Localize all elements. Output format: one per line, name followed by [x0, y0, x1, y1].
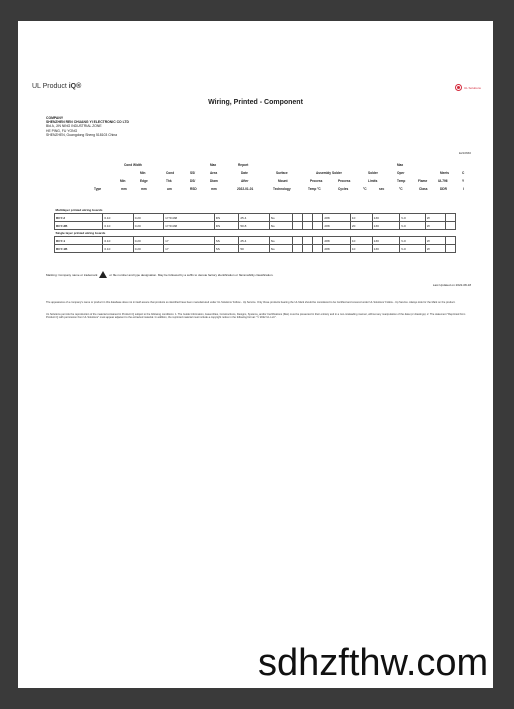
table-cell: RCY-2: [55, 214, 103, 222]
section-row: [55, 230, 456, 237]
table-cell: DS: [214, 214, 239, 222]
table-cell: 130: [372, 237, 400, 245]
header-type: Type: [94, 187, 102, 191]
reproduction-paragraph: UL Solutions permits the reproduction of the material contained in Product iQ subject to the following conditions: 1. The Guide Information, Assemblies, Constructions, Designs, Systems, and/or Certifications (files) must be presented in their entirety and in a non-misleading manner, without any manipulation of the data (or drawings). 2. The statement "Reprinted from Product iQ with permission from UL Solutions" must appear adjacent to the extracted material. In addition, the reprinted material must include a copyright notice in the following format: "© 2022 UL LLC".: [46, 313, 466, 320]
table-cell: RCY-1B: [55, 245, 103, 253]
table-cell: 288: [323, 237, 351, 245]
table-cell: RCY-3B: [55, 222, 103, 230]
last-updated: Last Updated on 2022-08-18: [432, 283, 471, 287]
table-cell: [313, 245, 323, 253]
table-cell: [293, 237, 303, 245]
header-assembly-solder: Assembly Solder: [316, 171, 342, 175]
header-min-col: Min: [120, 179, 126, 183]
table-cell: 10: [350, 245, 372, 253]
table-cell: 288: [323, 222, 351, 230]
table-cell: 0.20: [133, 245, 163, 253]
table-cell: [293, 214, 303, 222]
header-oper: Oper: [397, 171, 405, 175]
section-title: Single layer printed wiring boards: [55, 231, 106, 235]
header-y: Y: [462, 179, 465, 183]
table-cell: 17: [164, 245, 215, 253]
header-after: After: [241, 179, 249, 183]
header-ss: SS/: [190, 171, 196, 175]
section-title: Multilayer printed wiring boards: [55, 208, 103, 212]
table-cell: [445, 214, 455, 222]
table-cell: [303, 222, 313, 230]
header-class: Class: [419, 187, 428, 191]
document-page: [18, 21, 493, 688]
header-temp: Temp: [397, 179, 406, 183]
document-title: Wiring, Printed - Component: [208, 99, 303, 106]
header-area: Area: [210, 171, 218, 175]
header-process: Process: [310, 179, 323, 183]
header-unit-sec: sec: [379, 187, 385, 191]
header-report-date: 2022-01-01: [237, 187, 254, 191]
table-cell: 0.20: [133, 222, 163, 230]
company-address-line: HE PING, FU YONG: [46, 128, 78, 133]
table-cell: 17.5/438: [164, 222, 215, 230]
table-row: [55, 237, 456, 245]
header-c: C: [462, 171, 465, 175]
header-surface: Surface: [276, 171, 288, 175]
table-cell: [445, 237, 455, 245]
table-cell: No: [269, 245, 292, 253]
header-meets: Meets: [440, 171, 450, 175]
header-limits: Limits: [368, 179, 378, 183]
table-cell: 17.5/438: [164, 214, 215, 222]
table-row: [55, 214, 456, 222]
header-max: Max: [210, 163, 217, 167]
table-cell: V-0: [400, 222, 426, 230]
table-row: [55, 222, 456, 230]
table-cell: 10: [350, 237, 372, 245]
header-unit-rsd: RSD: [190, 187, 197, 191]
header-diam: Diam: [210, 179, 218, 183]
table-cell: [293, 222, 303, 230]
marking-note: Marking: Company name or trademark or file number and type designation. May be followed by a suffix to denote factory identification or flammability classification.: [46, 272, 274, 277]
table-cell: No: [269, 222, 292, 230]
watermark: sdhzfthw.com: [258, 642, 489, 684]
company-label: COMPANY: [46, 116, 64, 120]
table-header: [44, 163, 468, 207]
table-cell: 0.10: [103, 222, 133, 230]
header-unit-mm2: mm: [141, 187, 147, 191]
table-cell: 288: [323, 214, 351, 222]
company-address-line: SHENZHEN, Guangdong Sheng 518103 China: [46, 132, 118, 137]
table-cell: W: [425, 237, 445, 245]
table-cell: W: [425, 214, 445, 222]
table-cell: 50.8: [239, 222, 269, 230]
company-name: SHENZHEN REN CHUANG YI ELECTRONIC CO LTD: [46, 120, 129, 125]
header-unit-c2: °C: [399, 187, 403, 191]
header-report: Report: [238, 163, 249, 167]
header-unit-mm3: mm: [211, 187, 217, 191]
table-cell: 10: [350, 214, 372, 222]
table-cell: 0.10: [103, 245, 133, 253]
table-cell: [445, 222, 455, 230]
table-cell: V-0: [400, 214, 426, 222]
table-cell: 0.10: [103, 214, 133, 222]
table-cell: 288: [323, 245, 351, 253]
header-unit-mm: mm: [121, 187, 127, 191]
table-cell: 25.4: [239, 237, 269, 245]
header-min: Min: [140, 171, 146, 175]
table-cell: DS: [214, 222, 239, 230]
table-cell: No: [269, 237, 292, 245]
company-address-line: Bld A, JIN NING INDUSTRIAL ZONE: [46, 124, 102, 129]
table-cell: 0.20: [133, 237, 163, 245]
header-max2: Max: [397, 163, 404, 167]
header-technology: Technology: [273, 187, 291, 191]
header-date: Date: [241, 171, 248, 175]
ul-circle-icon: [455, 84, 462, 91]
product-iq-brand[interactable]: UL Product iQ®: [32, 83, 82, 90]
table-cell: V-0: [400, 237, 426, 245]
table-cell: 0.20: [133, 214, 163, 222]
header-solder: Solder: [368, 171, 378, 175]
table-cell: [313, 237, 323, 245]
table-cell: [313, 222, 323, 230]
table-cell: No: [269, 214, 292, 222]
header-temp-c: Temp °C: [308, 187, 321, 191]
header-ds: DS/: [190, 179, 196, 183]
table-cell: SS: [214, 237, 239, 245]
table-cell: 25.4: [239, 214, 269, 222]
table-cell: 17: [164, 237, 215, 245]
table-row: [55, 245, 456, 253]
header-process2: Process: [338, 179, 351, 183]
header-flame: Flame: [418, 179, 428, 183]
table-cell: [303, 245, 313, 253]
table-cell: 130: [372, 222, 400, 230]
table-cell: [303, 237, 313, 245]
table-cell: W: [425, 245, 445, 253]
table-cell: SS: [214, 245, 239, 253]
table-cell: 0.10: [103, 237, 133, 245]
header-cond-width: Cond Width: [124, 163, 142, 167]
header-edge: Edge: [140, 179, 148, 183]
disclaimer-paragraph: The appearance of a company's name or product in this database does not in itself assure that products so identified have been manufactured under UL Solutions' Follow - Up Service. Only those products bearing the UL Mark should be considered to be Certified and covered under UL Solutions' Follow - Up Service. Always look for the Mark on the product.: [46, 301, 456, 304]
header-unit-um: um: [167, 187, 172, 191]
table-cell: [293, 245, 303, 253]
ratings-table: [54, 207, 456, 253]
header-i: I: [463, 187, 464, 191]
table-cell: 130: [372, 214, 400, 222]
header-ddr: DDR: [440, 187, 447, 191]
ul-solutions-logo[interactable]: UL Solutions: [455, 84, 481, 91]
header-thk: Thk: [166, 179, 172, 183]
header-unit-c: °C: [363, 187, 367, 191]
table-cell: V-0: [400, 245, 426, 253]
header-mount: Mount: [278, 179, 288, 183]
warning-triangle-icon: [99, 271, 107, 278]
header-ul796: UL796: [438, 179, 448, 183]
table-cell: 130: [372, 245, 400, 253]
file-number-link[interactable]: E210660: [458, 151, 471, 155]
table-cell: [313, 214, 323, 222]
table-cell: W: [425, 222, 445, 230]
table-cell: [303, 214, 313, 222]
company-block: [46, 116, 129, 137]
table-cell: [445, 245, 455, 253]
header-cond: Cond: [166, 171, 175, 175]
table-cell: RCY-1: [55, 237, 103, 245]
header-cycles: Cycles: [338, 187, 349, 191]
table-cell: 50: [239, 245, 269, 253]
table-cell: 20: [350, 222, 372, 230]
